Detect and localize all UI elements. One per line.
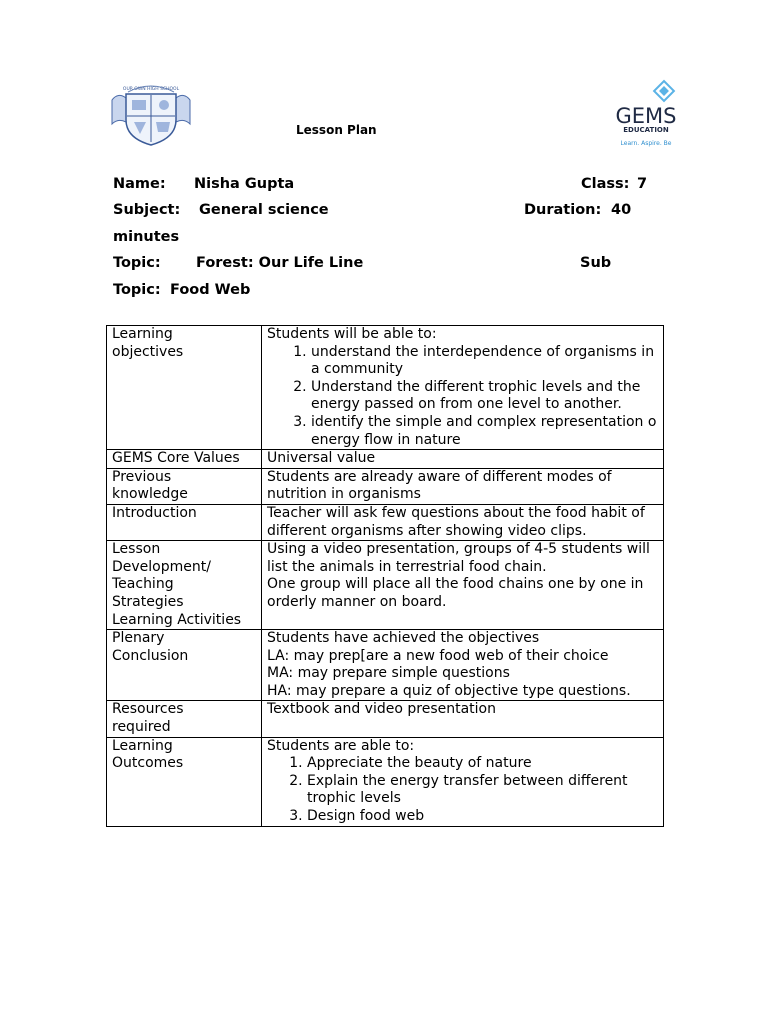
list-item: 3. Design food web — [307, 808, 659, 826]
subtopic-label-part1: Sub — [580, 255, 612, 271]
introduction-label: Introduction — [107, 504, 262, 540]
name-value: Nisha Gupta — [194, 176, 295, 192]
subtopic-value: Food Web — [170, 282, 251, 298]
gems-logo-sub: EDUCATION — [623, 126, 669, 134]
gems-logo-tagline: Learn. Aspire. Be — [620, 140, 672, 147]
development-content: Using a video presentation, groups of 4-5 students will list the animals in terrestrial food chain. One group will place all the food chains one by one in orderly manner on board. — [262, 541, 664, 630]
objectives-list — [267, 344, 659, 450]
topic-value: Forest: Our Life Line — [196, 255, 364, 271]
outcomes-list — [267, 755, 659, 825]
gems-education-logo — [606, 78, 686, 150]
school-crest-logo — [108, 78, 194, 148]
development-label: Lesson Development/ Teaching Strategies Learning Activities — [107, 541, 262, 630]
table-row-plenary — [107, 630, 664, 701]
objectives-label: Learning objectives — [107, 326, 262, 450]
core-values-content: Universal value — [262, 450, 664, 469]
table-row-core-values — [107, 450, 664, 469]
outcomes-label: Learning Outcomes — [107, 737, 262, 826]
list-item: 1. understand the interdependence of organisms in a community — [311, 344, 659, 379]
school-logo-text: OUR OWN HIGH SCHOOL — [122, 87, 180, 92]
gems-logo-name: GEMS — [615, 104, 677, 128]
table-row-previous-knowledge — [107, 468, 664, 504]
lesson-plan-table — [106, 325, 664, 827]
table-row-objectives — [107, 326, 664, 450]
plenary-content: Students have achieved the objectives LA: may prep[are a new food web of their choice MA: may prepare simple questions HA: may prepare a quiz of objective type questions. — [262, 630, 664, 701]
subtopic-label-part2: Topic: — [113, 282, 161, 298]
table-row-outcomes — [107, 737, 664, 826]
outcomes-content — [262, 737, 664, 826]
table-row-development — [107, 541, 664, 630]
objectives-content — [262, 326, 664, 450]
class-value: 7 — [637, 176, 648, 192]
outcomes-intro: Students are able to: — [267, 737, 415, 754]
duration-label: Duration: — [524, 202, 602, 218]
duration-value: 40 — [611, 202, 632, 218]
core-values-label: GEMS Core Values — [107, 450, 262, 469]
document-title: Lesson Plan — [296, 123, 377, 137]
previous-knowledge-label: Previous knowledge — [107, 468, 262, 504]
introduction-content: Teacher will ask few questions about the food habit of different organisms after showing video clips. — [262, 504, 664, 540]
list-item: 1. Appreciate the beauty of nature — [307, 755, 659, 773]
objectives-intro: Students will be able to: — [267, 326, 437, 342]
subject-value: General science — [199, 202, 329, 218]
name-label: Name: — [113, 176, 166, 192]
resources-label: Resources required — [107, 701, 262, 737]
class-label: Class: — [581, 176, 630, 192]
previous-knowledge-content: Students are already aware of different modes of nutrition in organisms — [262, 468, 664, 504]
list-item: 3. identify the simple and complex representation o energy flow in nature — [311, 414, 659, 449]
list-item: 2. Understand the different trophic levels and the energy passed on from one level to another. — [311, 379, 659, 414]
topic-label: Topic: — [113, 255, 161, 271]
subject-label: Subject: — [113, 202, 181, 218]
plenary-label: Plenary Conclusion — [107, 630, 262, 701]
duration-unit: minutes — [113, 229, 180, 245]
list-item: 2. Explain the energy transfer between different trophic levels — [307, 773, 659, 808]
table-row-resources — [107, 701, 664, 737]
table-row-introduction — [107, 504, 664, 540]
resources-content: Textbook and video presentation — [262, 701, 664, 737]
